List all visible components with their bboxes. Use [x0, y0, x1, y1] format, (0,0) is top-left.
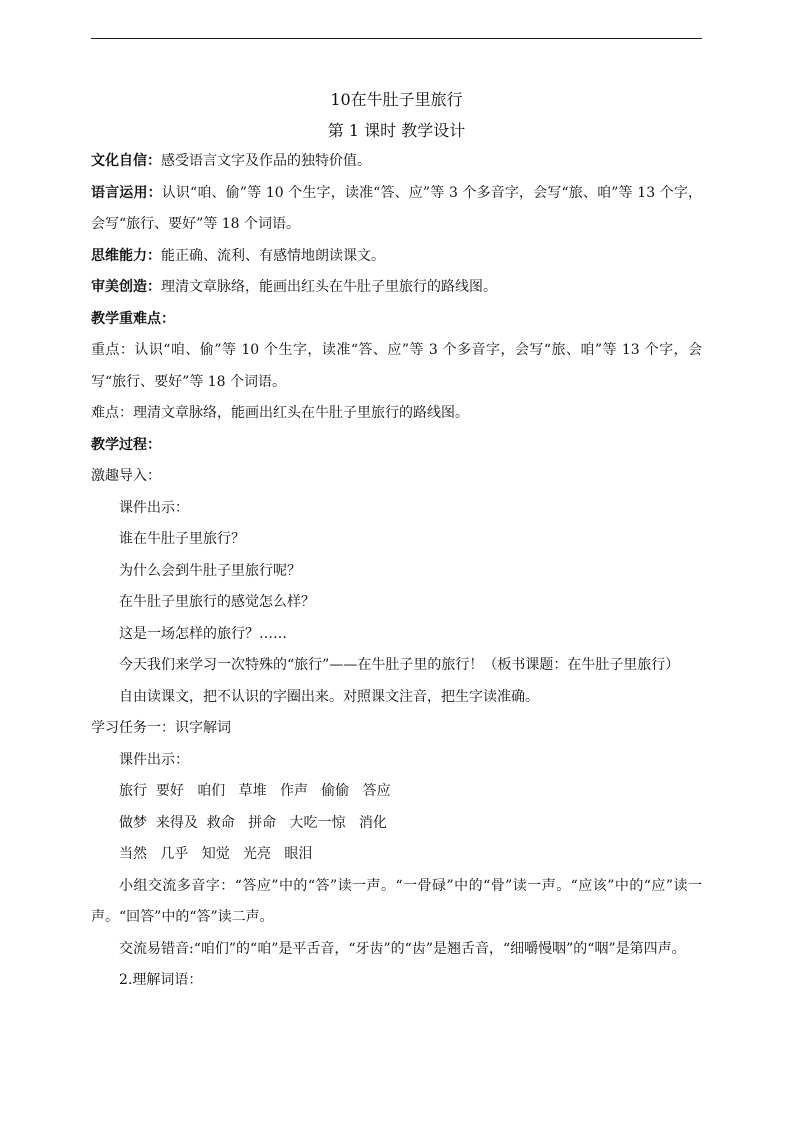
word-row: 做梦 来得及 救命 拼命 大吃一惊 消化 — [119, 814, 387, 831]
task1-heading: 学习任务一：识字解词 — [91, 720, 231, 736]
goal-culture-text: 感受语言文字及作品的独特价值。 — [161, 153, 371, 169]
goal-thinking — [91, 241, 702, 273]
process-heading: 教学过程： — [91, 436, 161, 453]
goal-language-text: 认识“咱、偷”等 10 个生字，读准“答、应”等 3 个多音字，会写“旅、咱”等 13 个字，会写“旅行、要好”等 18 个词语。 — [91, 184, 703, 232]
word-row: 旅行 要好 咱们 草堆 作声 偷偷 答应 — [119, 783, 391, 799]
intro-heading: 激趣导入： — [91, 468, 161, 484]
header-rule — [91, 38, 702, 39]
intro-line: 为什么会到牛肚子里旅行呢？ — [119, 562, 301, 579]
intro-line: 这是一场怎样的旅行？…… — [119, 625, 287, 642]
task1-show: 课件出示： — [119, 751, 189, 768]
document-body — [91, 84, 702, 997]
intro-line: 在牛肚子里旅行的感觉怎么样？ — [119, 594, 315, 610]
lesson-subtitle: 第 1 课时 教学设计 — [327, 121, 466, 140]
goal-thinking-label: 思维能力： — [91, 247, 161, 264]
difficulty: 难点：理清文章脉络，能画出红头在牛肚子里旅行的路线图。 — [91, 405, 469, 421]
mispronounce-paragraph: 交流易错音:“咱们”的“咱”是平舌音，“牙齿”的“齿”是翘舌音，“细嚼慢咽”的“咽”是第四声。 — [119, 940, 686, 957]
intro-line: 自由读课文，把不认识的字圈出来。对照课文注音，把生字读准确。 — [119, 688, 539, 705]
key-points-heading: 教学重难点： — [91, 310, 175, 327]
goal-aesthetic — [91, 272, 702, 304]
goal-aesthetic-label: 审美创造： — [91, 279, 161, 295]
lesson-title: 10在牛肚子里旅行 — [330, 90, 463, 109]
goal-culture — [91, 146, 702, 178]
word-row: 当然 几乎 知觉 光亮 眼泪 — [119, 846, 313, 862]
intro-line: 谁在牛肚子里旅行？ — [119, 531, 245, 547]
goal-language-label: 语言运用： — [91, 184, 162, 201]
intro-line: 课件出示： — [119, 499, 189, 516]
intro-line: 今天我们来学习一次特殊的“旅行”——在牛肚子里的旅行！（板书课题：在牛肚子里旅行） — [119, 657, 680, 673]
polyphone-paragraph: 小组交流多音字：“答应”中的“答”读一声。“一骨碌”中的“骨”读一声。“应该”中的“应”读一声。“回答”中的“答”读二声。 — [91, 877, 702, 925]
goal-aesthetic-text: 理清文章脉络，能画出红头在牛肚子里旅行的路线图。 — [161, 279, 497, 295]
understand-words: 2.理解词语： — [119, 972, 203, 988]
key-point: 重点：认识“咱、偷”等 10 个生字，读准“答、应”等 3 个多音字，会写“旅、咱”等 13 个字，会写“旅行、要好”等 18 个词语。 — [91, 342, 702, 390]
goal-culture-label: 文化自信： — [91, 153, 161, 169]
goal-language — [91, 178, 702, 241]
goal-thinking-text: 能正确、流利、有感情地朗读课文。 — [161, 247, 385, 264]
